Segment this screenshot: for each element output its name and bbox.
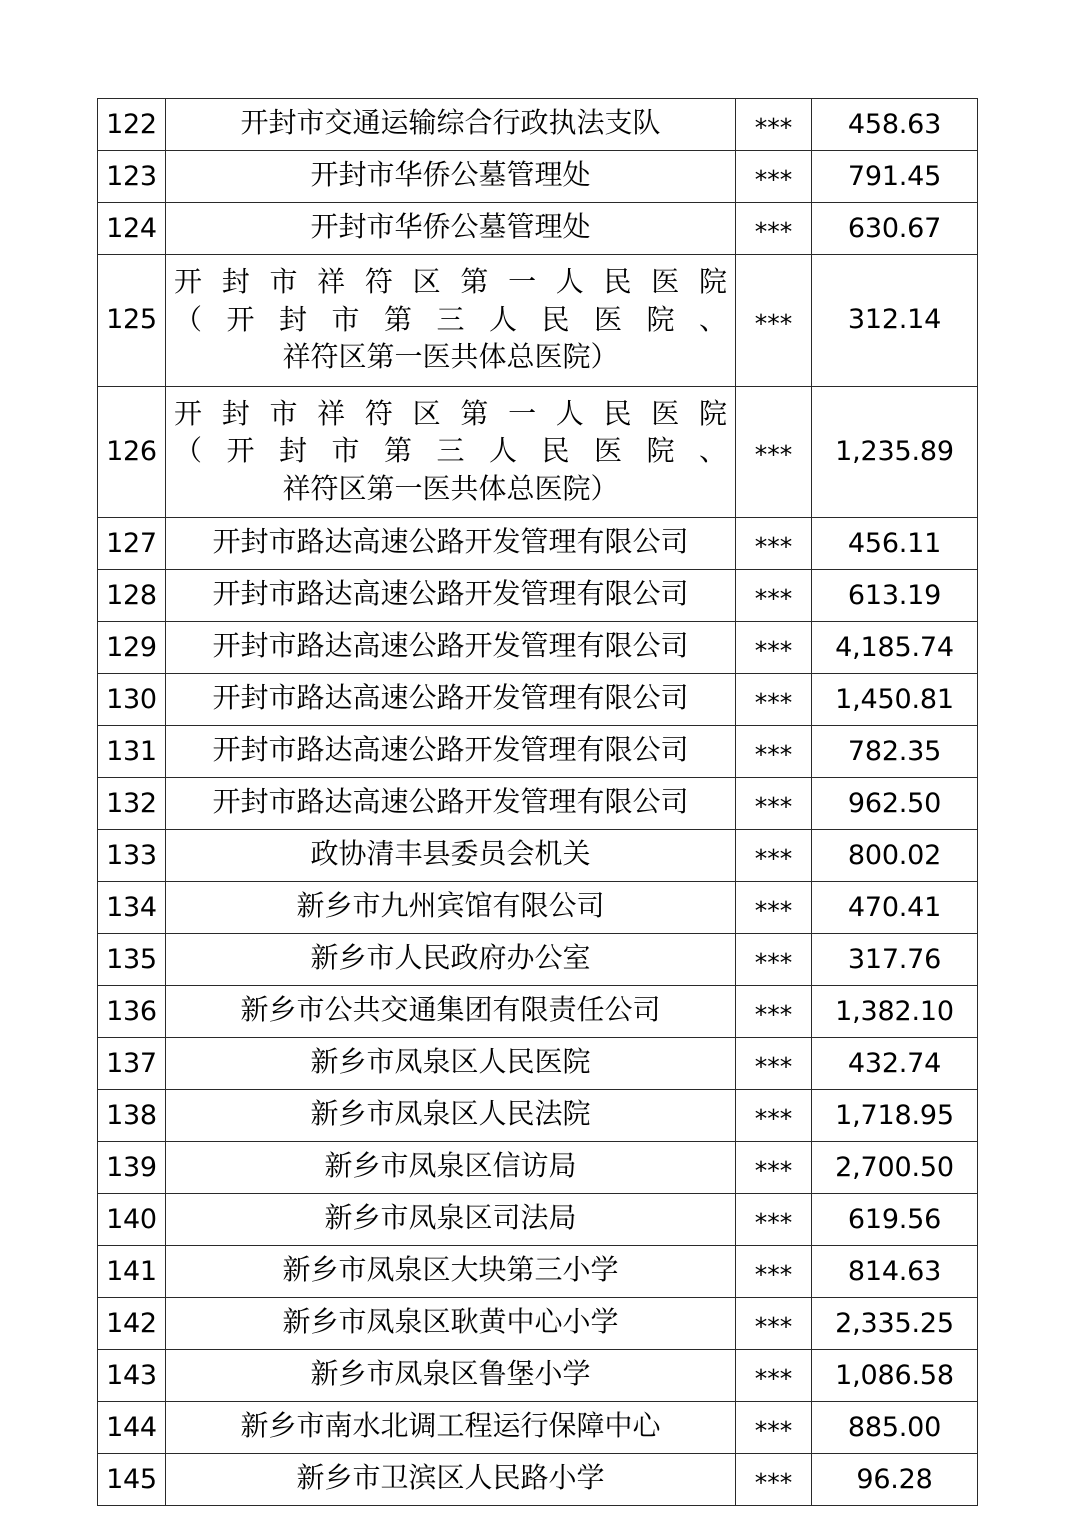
unit-name-cell: 开封市路达高速公路开发管理有限公司 xyxy=(166,518,736,570)
unit-name-cell: 开封市路达高速公路开发管理有限公司 xyxy=(166,726,736,778)
masked-value-text: *** xyxy=(754,1468,793,1498)
row-index-cell: 135 xyxy=(98,934,166,986)
amount-cell: 630.67 xyxy=(812,203,978,255)
masked-value-text: *** xyxy=(754,165,793,194)
masked-value-cell xyxy=(736,934,812,986)
masked-value-text: *** xyxy=(754,1312,793,1342)
amount-cell: 470.41 xyxy=(812,882,978,934)
row-index-cell: 139 xyxy=(98,1142,166,1194)
masked-value-cell xyxy=(736,1402,812,1454)
unit-name-cell: 新乡市九州宾馆有限公司 xyxy=(166,882,736,934)
masked-value-text: *** xyxy=(754,217,793,246)
masked-value-cell xyxy=(736,99,812,151)
unit-name-cell: 新乡市凤泉区信访局 xyxy=(166,1142,736,1194)
table-row xyxy=(98,674,978,726)
table-row xyxy=(98,1090,978,1142)
table-row xyxy=(98,1194,978,1246)
row-index-cell: 123 xyxy=(98,151,166,203)
row-index-cell: 142 xyxy=(98,1298,166,1350)
row-index-cell: 122 xyxy=(98,99,166,151)
masked-value-text: *** xyxy=(754,532,793,562)
table-container xyxy=(97,98,977,1506)
unit-name-cell: 政协清丰县委员会机关 xyxy=(166,830,736,882)
unit-name-cell: 开封市交通运输综合行政执法支队 xyxy=(166,99,736,151)
unit-name-cell: 新乡市凤泉区耿黄中心小学 xyxy=(166,1298,736,1350)
table-row xyxy=(98,1350,978,1402)
table-row xyxy=(98,882,978,934)
masked-value-text: *** xyxy=(754,1156,793,1186)
unit-name-cell: 新乡市人民政府办公室 xyxy=(166,934,736,986)
row-index-cell: 132 xyxy=(98,778,166,830)
amount-cell: 1,086.58 xyxy=(812,1350,978,1402)
masked-value-cell xyxy=(736,1246,812,1298)
row-index-cell: 134 xyxy=(98,882,166,934)
row-index-cell: 137 xyxy=(98,1038,166,1090)
masked-value-text: *** xyxy=(754,440,793,470)
row-index-cell: 144 xyxy=(98,1402,166,1454)
table-row xyxy=(98,255,978,387)
row-index-cell: 130 xyxy=(98,674,166,726)
amount-cell: 1,382.10 xyxy=(812,986,978,1038)
row-index-cell: 126 xyxy=(98,386,166,518)
masked-value-cell xyxy=(736,726,812,778)
row-index-cell: 138 xyxy=(98,1090,166,1142)
table-row xyxy=(98,1402,978,1454)
masked-value-text: *** xyxy=(754,792,793,822)
masked-value-cell xyxy=(736,255,812,387)
masked-value-text: *** xyxy=(754,1260,793,1290)
row-index-cell: 143 xyxy=(98,1350,166,1402)
budget-table xyxy=(97,98,978,1506)
unit-name-cell: 开封市路达高速公路开发管理有限公司 xyxy=(166,622,736,674)
amount-cell: 962.50 xyxy=(812,778,978,830)
masked-value-text: *** xyxy=(754,1104,793,1134)
unit-name-cell: 开封市华侨公墓管理处 xyxy=(166,151,736,203)
amount-cell: 432.74 xyxy=(812,1038,978,1090)
unit-name-cell: 新乡市卫滨区人民路小学 xyxy=(166,1454,736,1506)
masked-value-cell xyxy=(736,1350,812,1402)
masked-value-cell xyxy=(736,1090,812,1142)
masked-value-text: *** xyxy=(754,896,793,926)
masked-value-cell xyxy=(736,778,812,830)
masked-value-cell xyxy=(736,986,812,1038)
masked-value-cell xyxy=(736,151,812,203)
unit-name-cell: 新乡市南水北调工程运行保障中心 xyxy=(166,1402,736,1454)
unit-name-cell: 开封市路达高速公路开发管理有限公司 xyxy=(166,778,736,830)
unit-name-cell: 新乡市凤泉区司法局 xyxy=(166,1194,736,1246)
masked-value-cell xyxy=(736,518,812,570)
masked-value-text: *** xyxy=(754,1000,793,1030)
table-row xyxy=(98,203,978,255)
masked-value-cell xyxy=(736,1038,812,1090)
row-index-cell: 125 xyxy=(98,255,166,387)
row-index-cell: 129 xyxy=(98,622,166,674)
table-row xyxy=(98,1454,978,1506)
amount-cell: 2,700.50 xyxy=(812,1142,978,1194)
amount-cell: 312.14 xyxy=(812,255,978,387)
masked-value-text: *** xyxy=(754,740,793,770)
amount-cell: 791.45 xyxy=(812,151,978,203)
row-index-cell: 131 xyxy=(98,726,166,778)
row-index-cell: 124 xyxy=(98,203,166,255)
unit-name-cell: 开封市祥符区第一人民医院（开封市第三人民医院、祥符区第一医共体总医院） xyxy=(166,255,736,387)
masked-value-text: *** xyxy=(754,688,793,718)
table-row xyxy=(98,778,978,830)
masked-value-cell xyxy=(736,622,812,674)
unit-name-cell: 开封市路达高速公路开发管理有限公司 xyxy=(166,570,736,622)
table-row xyxy=(98,1142,978,1194)
masked-value-text: *** xyxy=(754,308,793,338)
row-index-cell: 136 xyxy=(98,986,166,1038)
masked-value-text: *** xyxy=(754,844,793,874)
unit-name-cell: 新乡市凤泉区人民法院 xyxy=(166,1090,736,1142)
row-index-cell: 127 xyxy=(98,518,166,570)
masked-value-text: *** xyxy=(754,1208,793,1238)
masked-value-text: *** xyxy=(754,636,793,666)
row-index-cell: 145 xyxy=(98,1454,166,1506)
table-row xyxy=(98,830,978,882)
row-index-cell: 128 xyxy=(98,570,166,622)
table-row xyxy=(98,726,978,778)
table-body xyxy=(98,99,978,1506)
amount-cell: 317.76 xyxy=(812,934,978,986)
unit-name-cell: 新乡市凤泉区人民医院 xyxy=(166,1038,736,1090)
masked-value-cell xyxy=(736,830,812,882)
masked-value-cell xyxy=(736,1194,812,1246)
row-index-cell: 133 xyxy=(98,830,166,882)
masked-value-text: *** xyxy=(754,948,793,978)
masked-value-cell xyxy=(736,570,812,622)
amount-cell: 458.63 xyxy=(812,99,978,151)
amount-cell: 800.02 xyxy=(812,830,978,882)
amount-cell: 814.63 xyxy=(812,1246,978,1298)
table-row xyxy=(98,986,978,1038)
unit-name-cell: 开封市路达高速公路开发管理有限公司 xyxy=(166,674,736,726)
amount-cell: 456.11 xyxy=(812,518,978,570)
table-row xyxy=(98,151,978,203)
amount-cell: 885.00 xyxy=(812,1402,978,1454)
table-row xyxy=(98,1298,978,1350)
amount-cell: 1,450.81 xyxy=(812,674,978,726)
unit-name-cell: 新乡市凤泉区大块第三小学 xyxy=(166,1246,736,1298)
amount-cell: 2,335.25 xyxy=(812,1298,978,1350)
unit-name-cell: 新乡市凤泉区鲁堡小学 xyxy=(166,1350,736,1402)
amount-cell: 1,718.95 xyxy=(812,1090,978,1142)
row-index-cell: 141 xyxy=(98,1246,166,1298)
table-row xyxy=(98,99,978,151)
masked-value-cell xyxy=(736,1142,812,1194)
masked-value-cell xyxy=(736,674,812,726)
table-row xyxy=(98,934,978,986)
masked-value-text: *** xyxy=(754,1364,793,1394)
masked-value-text: *** xyxy=(754,113,793,142)
unit-name-cell: 开封市华侨公墓管理处 xyxy=(166,203,736,255)
table-row xyxy=(98,622,978,674)
table-row xyxy=(98,518,978,570)
amount-cell: 619.56 xyxy=(812,1194,978,1246)
table-row xyxy=(98,1038,978,1090)
masked-value-cell xyxy=(736,203,812,255)
unit-name-cell: 开封市祥符区第一人民医院（开封市第三人民医院、祥符区第一医共体总医院） xyxy=(166,386,736,518)
unit-name-cell: 新乡市公共交通集团有限责任公司 xyxy=(166,986,736,1038)
table-row xyxy=(98,1246,978,1298)
table-row xyxy=(98,570,978,622)
table-row xyxy=(98,386,978,518)
masked-value-cell xyxy=(736,1298,812,1350)
masked-value-cell xyxy=(736,386,812,518)
masked-value-cell xyxy=(736,882,812,934)
masked-value-text: *** xyxy=(754,584,793,614)
amount-cell: 4,185.74 xyxy=(812,622,978,674)
amount-cell: 782.35 xyxy=(812,726,978,778)
masked-value-text: *** xyxy=(754,1416,793,1446)
amount-cell: 613.19 xyxy=(812,570,978,622)
masked-value-text: *** xyxy=(754,1052,793,1082)
amount-cell: 1,235.89 xyxy=(812,386,978,518)
masked-value-cell xyxy=(736,1454,812,1506)
amount-cell: 96.28 xyxy=(812,1454,978,1506)
row-index-cell: 140 xyxy=(98,1194,166,1246)
